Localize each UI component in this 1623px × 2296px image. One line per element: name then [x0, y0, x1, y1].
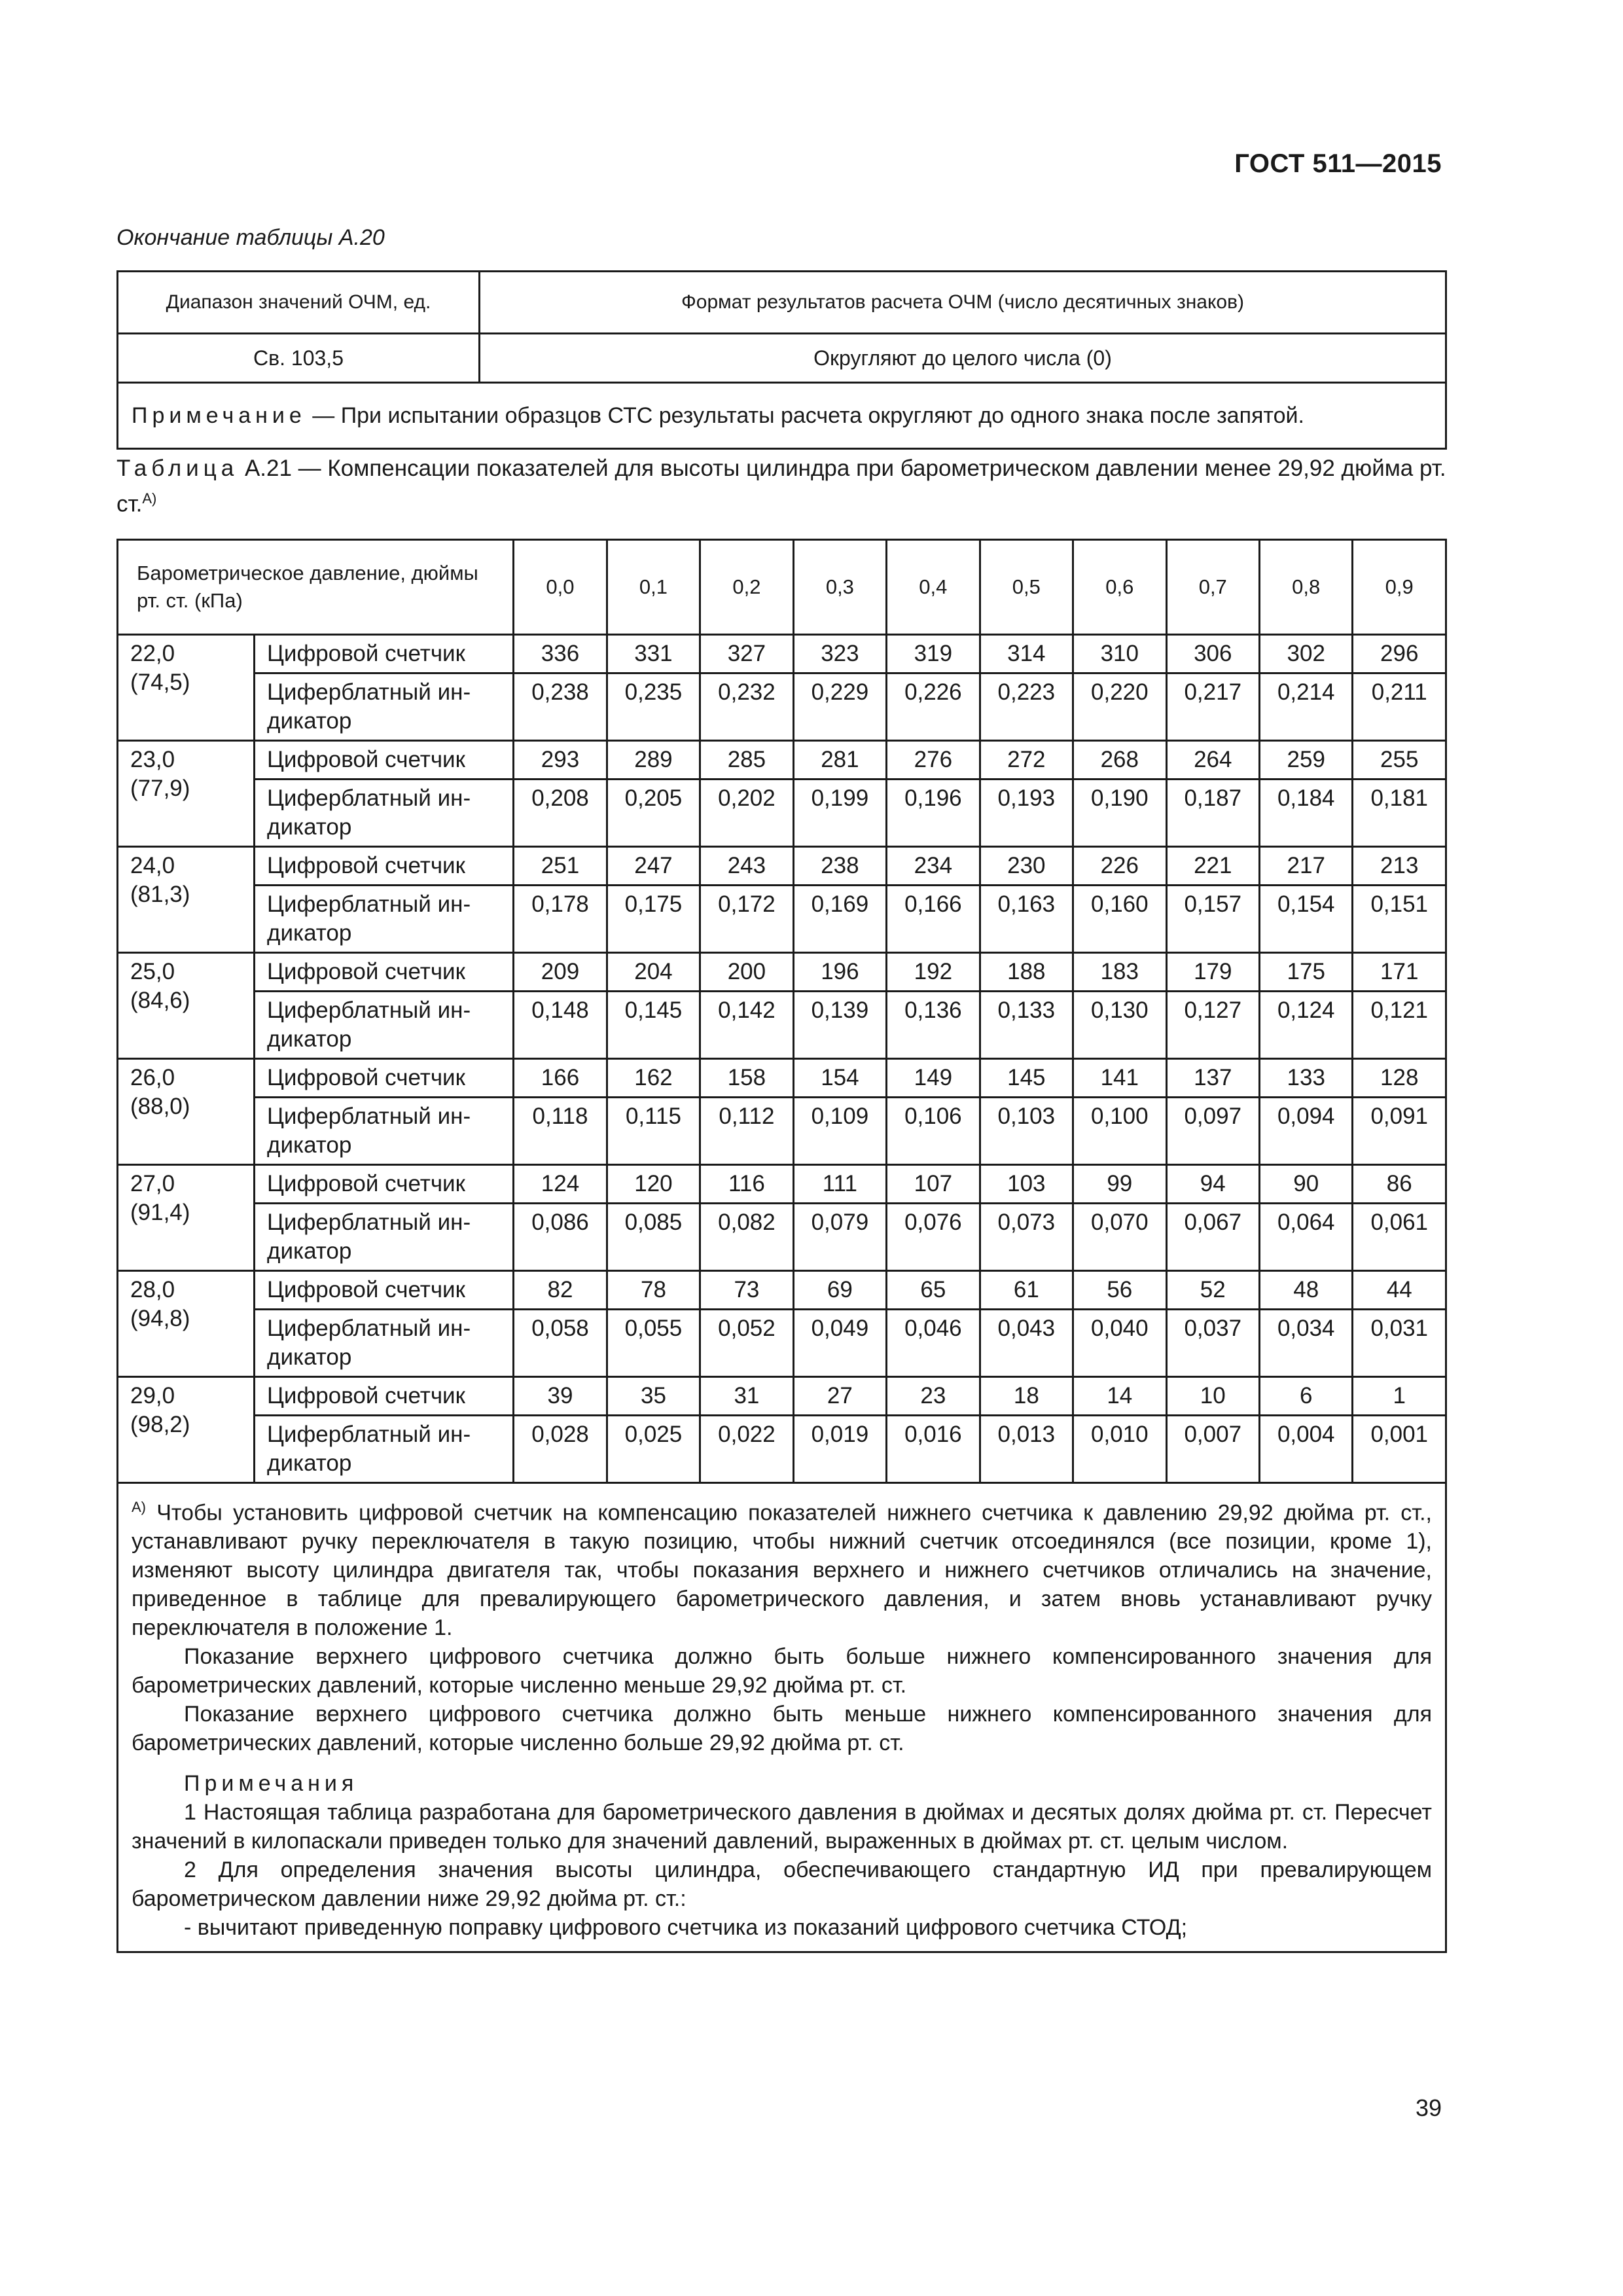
- notes-label: Примечания: [184, 1771, 359, 1797]
- dial-value: 0,049: [793, 1310, 886, 1377]
- digital-value: 31: [700, 1377, 793, 1416]
- digital-value: 23: [887, 1377, 980, 1416]
- digital-value: 120: [607, 1165, 700, 1204]
- dial-value: 0,154: [1260, 886, 1353, 953]
- table-a20-note: [118, 383, 1446, 449]
- dial-value: 0,034: [1260, 1310, 1353, 1377]
- digital-counter-label: Цифровой счетчик: [255, 635, 514, 673]
- digital-value: 179: [1166, 953, 1259, 992]
- dial-value: 0,166: [887, 886, 980, 953]
- dial-indicator-label: Циферблатный ин-дикатор: [255, 1098, 514, 1165]
- table-a21: [116, 539, 1447, 1953]
- dial-value: 0,127: [1166, 992, 1259, 1059]
- pressure-cell: [118, 1165, 255, 1271]
- table-a20: [116, 270, 1447, 450]
- dial-indicator-label: Циферблатный ин-дикатор: [255, 673, 514, 741]
- digital-value: 196: [793, 953, 886, 992]
- table-row: [118, 847, 1446, 886]
- note-item: 2 Для определения значения высоты цилиндра, обеспечивающего стандартную ИД при превалирующем барометрическом давлении ниже 29,92 дюйма рт. ст.:: [132, 1857, 1432, 1912]
- digital-value: 259: [1260, 741, 1353, 780]
- digital-value: 107: [887, 1165, 980, 1204]
- dial-indicator-label: Циферблатный ин-дикатор: [255, 992, 514, 1059]
- digital-value: 336: [514, 635, 607, 673]
- dial-value: 0,187: [1166, 780, 1259, 847]
- digital-value: 289: [607, 741, 700, 780]
- table-a20-note-row: [118, 383, 1446, 449]
- dial-value: 0,235: [607, 673, 700, 741]
- pressure-kpa: (81,3): [130, 882, 190, 907]
- dial-value: 0,181: [1353, 780, 1446, 847]
- digital-value: 243: [700, 847, 793, 886]
- dial-value: 0,157: [1166, 886, 1259, 953]
- dial-value: 0,043: [980, 1310, 1073, 1377]
- dial-value: 0,193: [980, 780, 1073, 847]
- dial-value: 0,211: [1353, 673, 1446, 741]
- digital-value: 99: [1073, 1165, 1166, 1204]
- table-row: [118, 886, 1446, 953]
- dial-value: 0,028: [514, 1416, 607, 1483]
- dial-indicator-label: Циферблатный ин-дикатор: [255, 1416, 514, 1483]
- digital-value: 238: [793, 847, 886, 886]
- table-row: [118, 1377, 1446, 1416]
- dial-value: 0,061: [1353, 1204, 1446, 1271]
- dial-value: 0,232: [700, 673, 793, 741]
- digital-value: 56: [1073, 1271, 1166, 1310]
- dial-value: 0,022: [700, 1416, 793, 1483]
- dial-value: 0,004: [1260, 1416, 1353, 1483]
- dial-value: 0,086: [514, 1204, 607, 1271]
- dial-value: 0,013: [980, 1416, 1073, 1483]
- digital-value: 310: [1073, 635, 1166, 673]
- dial-value: 0,091: [1353, 1098, 1446, 1165]
- note-item: 1 Настоящая таблица разработана для барометрического давления в дюймах и десятых долях дюйма рт. ст. Пересчет значений в килопаскали приведен только для значений давлений, выраженных в дюймах рт. ст. целым числом.: [132, 1800, 1432, 1854]
- digital-value: 183: [1073, 953, 1166, 992]
- column-header: 0,3: [793, 540, 886, 635]
- footnote-text: Чтобы установить цифровой счетчик на компенсацию показателей нижнего счетчика к давлению 29,92 дюйма рт. ст., устанавливают ручку переключателя в такую позицию, чтобы нижний счетчик отсоединялся (все позиции, кроме 1), изменяют высоту цилиндра двигателя так, чтобы показания верхнего и нижнего счетчиков отличались на значение, приведенное в таблице для превалирующего барометрического давления, и затем вновь устанавливают ручку переключателя в положение 1.: [132, 1500, 1432, 1641]
- dial-value: 0,019: [793, 1416, 886, 1483]
- pressure-inches: 25,0: [130, 959, 175, 984]
- dial-value: 0,118: [514, 1098, 607, 1165]
- caption-label: Таблица: [116, 456, 239, 481]
- table-row: [118, 953, 1446, 992]
- digital-value: 35: [607, 1377, 700, 1416]
- dial-value: 0,112: [700, 1098, 793, 1165]
- dial-value: 0,016: [887, 1416, 980, 1483]
- column-header: 0,8: [1260, 540, 1353, 635]
- pressure-cell: [118, 847, 255, 953]
- table-row: [118, 673, 1446, 741]
- digital-value: 78: [607, 1271, 700, 1310]
- digital-value: 272: [980, 741, 1073, 780]
- digital-value: 319: [887, 635, 980, 673]
- table-row: [118, 992, 1446, 1059]
- dial-value: 0,010: [1073, 1416, 1166, 1483]
- table-a20-header-row: [118, 272, 1446, 334]
- table-a20-range-cell: Св. 103,5: [118, 334, 480, 383]
- footnote-marker: А): [132, 1499, 146, 1515]
- digital-value: 247: [607, 847, 700, 886]
- digital-value: 39: [514, 1377, 607, 1416]
- digital-value: 86: [1353, 1165, 1446, 1204]
- digital-value: 18: [980, 1377, 1073, 1416]
- digital-value: 221: [1166, 847, 1259, 886]
- pressure-cell: [118, 635, 255, 741]
- dial-value: 0,151: [1353, 886, 1446, 953]
- digital-value: 188: [980, 953, 1073, 992]
- footnote-paragraph: [132, 1493, 1432, 1642]
- column-header: 0,0: [514, 540, 607, 635]
- column-header: 0,7: [1166, 540, 1259, 635]
- dial-value: 0,196: [887, 780, 980, 847]
- digital-value: 268: [1073, 741, 1166, 780]
- dial-value: 0,082: [700, 1204, 793, 1271]
- digital-value: 314: [980, 635, 1073, 673]
- dial-value: 0,190: [1073, 780, 1166, 847]
- dial-value: 0,139: [793, 992, 886, 1059]
- dial-value: 0,064: [1260, 1204, 1353, 1271]
- dial-value: 0,238: [514, 673, 607, 741]
- column-header: 0,5: [980, 540, 1073, 635]
- dial-value: 0,223: [980, 673, 1073, 741]
- digital-value: 137: [1166, 1059, 1259, 1098]
- dial-value: 0,067: [1166, 1204, 1259, 1271]
- dial-value: 0,094: [1260, 1098, 1353, 1165]
- dial-value: 0,085: [607, 1204, 700, 1271]
- digital-value: 234: [887, 847, 980, 886]
- dial-value: 0,037: [1166, 1310, 1259, 1377]
- table-row: [118, 741, 1446, 780]
- pressure-cell: [118, 741, 255, 847]
- table-a21-body: [118, 540, 1446, 1952]
- digital-value: 103: [980, 1165, 1073, 1204]
- digital-value: 204: [607, 953, 700, 992]
- dial-value: 0,055: [607, 1310, 700, 1377]
- digital-value: 141: [1073, 1059, 1166, 1098]
- dial-value: 0,169: [793, 886, 886, 953]
- pressure-kpa: (84,6): [130, 988, 190, 1013]
- digital-value: 61: [980, 1271, 1073, 1310]
- table-a20-caption: Окончание таблицы А.20: [116, 225, 385, 250]
- digital-value: 145: [980, 1059, 1073, 1098]
- digital-value: 69: [793, 1271, 886, 1310]
- dial-indicator-label: Циферблатный ин-дикатор: [255, 886, 514, 953]
- pressure-kpa: (98,2): [130, 1412, 190, 1437]
- table-a21-footnote: [118, 1483, 1446, 1952]
- dial-value: 0,220: [1073, 673, 1166, 741]
- digital-value: 255: [1353, 741, 1446, 780]
- digital-value: 306: [1166, 635, 1259, 673]
- dial-indicator-label: Циферблатный ин-дикатор: [255, 1310, 514, 1377]
- pressure-kpa: (94,8): [130, 1306, 190, 1331]
- pressure-inches: 28,0: [130, 1277, 175, 1302]
- pressure-inches: 27,0: [130, 1171, 175, 1196]
- digital-value: 44: [1353, 1271, 1446, 1310]
- digital-value: 217: [1260, 847, 1353, 886]
- dial-value: 0,124: [1260, 992, 1353, 1059]
- digital-counter-label: Цифровой счетчик: [255, 953, 514, 992]
- dial-value: 0,226: [887, 673, 980, 741]
- digital-value: 6: [1260, 1377, 1353, 1416]
- digital-value: 251: [514, 847, 607, 886]
- pressure-cell: [118, 1059, 255, 1165]
- dial-value: 0,040: [1073, 1310, 1166, 1377]
- pressure-kpa: (77,9): [130, 776, 190, 801]
- digital-value: 264: [1166, 741, 1259, 780]
- dial-value: 0,058: [514, 1310, 607, 1377]
- digital-value: 166: [514, 1059, 607, 1098]
- pressure-cell: [118, 1271, 255, 1377]
- table-row: [118, 780, 1446, 847]
- digital-value: 331: [607, 635, 700, 673]
- digital-value: 94: [1166, 1165, 1259, 1204]
- dial-value: 0,142: [700, 992, 793, 1059]
- dial-value: 0,076: [887, 1204, 980, 1271]
- digital-value: 293: [514, 741, 607, 780]
- digital-counter-label: Цифровой счетчик: [255, 847, 514, 886]
- dial-value: 0,178: [514, 886, 607, 953]
- pressure-cell: [118, 1377, 255, 1483]
- table-a20-col2-header: Формат результатов расчета ОЧМ (число десятичных знаков): [480, 272, 1446, 334]
- table-row: [118, 1059, 1446, 1098]
- digital-counter-label: Цифровой счетчик: [255, 1377, 514, 1416]
- dial-value: 0,130: [1073, 992, 1166, 1059]
- digital-value: 175: [1260, 953, 1353, 992]
- dial-value: 0,097: [1166, 1098, 1259, 1165]
- digital-value: 52: [1166, 1271, 1259, 1310]
- digital-value: 327: [700, 635, 793, 673]
- digital-value: 230: [980, 847, 1073, 886]
- table-a21-footnote-row: [118, 1483, 1446, 1952]
- page-number: 39: [1415, 2094, 1442, 2121]
- digital-value: 226: [1073, 847, 1166, 886]
- digital-value: 158: [700, 1059, 793, 1098]
- table-a20-format-cell: Округляют до целого числа (0): [480, 334, 1446, 383]
- column-header: 0,2: [700, 540, 793, 635]
- digital-value: 111: [793, 1165, 886, 1204]
- dial-value: 0,199: [793, 780, 886, 847]
- dial-indicator-label: Циферблатный ин-дикатор: [255, 780, 514, 847]
- digital-value: 10: [1166, 1377, 1259, 1416]
- digital-counter-label: Цифровой счетчик: [255, 1059, 514, 1098]
- column-header: 0,4: [887, 540, 980, 635]
- footnote-paragraph: Показание верхнего цифрового счетчика должно быть больше нижнего компенсированного значения для барометрических давлений, которые численно меньше 29,92 дюйма рт. ст.: [132, 1644, 1432, 1698]
- dial-value: 0,031: [1353, 1310, 1446, 1377]
- digital-value: 73: [700, 1271, 793, 1310]
- digital-value: 276: [887, 741, 980, 780]
- dial-indicator-label: Циферблатный ин-дикатор: [255, 1204, 514, 1271]
- dial-value: 0,205: [607, 780, 700, 847]
- digital-value: 209: [514, 953, 607, 992]
- pressure-inches: 23,0: [130, 747, 175, 772]
- caption-footnote-marker: А): [142, 490, 157, 507]
- table-row: [118, 1416, 1446, 1483]
- digital-value: 128: [1353, 1059, 1446, 1098]
- caption-text: А.21 — Компенсации показателей для высоты цилиндра при барометрическом давлении менее 29,92 дюйма рт. ст.: [116, 456, 1446, 517]
- digital-value: 27: [793, 1377, 886, 1416]
- table-row: [118, 635, 1446, 673]
- table-a21-header-row: [118, 540, 1446, 635]
- digital-counter-label: Цифровой счетчик: [255, 1271, 514, 1310]
- dial-value: 0,214: [1260, 673, 1353, 741]
- digital-value: 162: [607, 1059, 700, 1098]
- dial-value: 0,046: [887, 1310, 980, 1377]
- dial-value: 0,145: [607, 992, 700, 1059]
- digital-value: 48: [1260, 1271, 1353, 1310]
- pressure-inches: 26,0: [130, 1065, 175, 1090]
- digital-value: 116: [700, 1165, 793, 1204]
- dial-value: 0,160: [1073, 886, 1166, 953]
- digital-value: 82: [514, 1271, 607, 1310]
- table-row: [118, 1271, 1446, 1310]
- digital-value: 171: [1353, 953, 1446, 992]
- digital-value: 296: [1353, 635, 1446, 673]
- note-text: — При испытании образцов СТС результаты расчета округляют до одного знака после запятой.: [306, 403, 1304, 428]
- dial-value: 0,025: [607, 1416, 700, 1483]
- dial-value: 0,229: [793, 673, 886, 741]
- digital-value: 302: [1260, 635, 1353, 673]
- dial-value: 0,121: [1353, 992, 1446, 1059]
- pressure-kpa: (91,4): [130, 1200, 190, 1225]
- digital-counter-label: Цифровой счетчик: [255, 741, 514, 780]
- dial-value: 0,172: [700, 886, 793, 953]
- standard-designation: ГОСТ 511—2015: [1234, 149, 1442, 178]
- table-row: [118, 1098, 1446, 1165]
- dial-value: 0,202: [700, 780, 793, 847]
- digital-value: 65: [887, 1271, 980, 1310]
- note-label: Примечание: [132, 403, 306, 428]
- pressure-header: Барометрическое давление, дюймы рт. ст. (кПа): [118, 540, 514, 635]
- digital-value: 14: [1073, 1377, 1166, 1416]
- table-row: [118, 1204, 1446, 1271]
- pressure-inches: 29,0: [130, 1383, 175, 1408]
- digital-value: 200: [700, 953, 793, 992]
- dial-value: 0,106: [887, 1098, 980, 1165]
- note-item: - вычитают приведенную поправку цифрового счетчика из показаний цифрового счетчика СТОД;: [184, 1915, 1188, 1941]
- digital-value: 154: [793, 1059, 886, 1098]
- digital-value: 124: [514, 1165, 607, 1204]
- table-a20-col1-header: Диапазон значений ОЧМ, ед.: [118, 272, 480, 334]
- pressure-inches: 22,0: [130, 641, 175, 666]
- dial-value: 0,007: [1166, 1416, 1259, 1483]
- digital-value: 133: [1260, 1059, 1353, 1098]
- dial-value: 0,001: [1353, 1416, 1446, 1483]
- dial-value: 0,052: [700, 1310, 793, 1377]
- table-row: [118, 1310, 1446, 1377]
- footnote-paragraph: Показание верхнего цифрового счетчика должно быть меньше нижнего компенсированного значения для барометрических давлений, которые численно больше 29,92 дюйма рт. ст.: [132, 1702, 1432, 1756]
- dial-value: 0,109: [793, 1098, 886, 1165]
- digital-value: 281: [793, 741, 886, 780]
- table-row: [118, 334, 1446, 383]
- digital-value: 90: [1260, 1165, 1353, 1204]
- dial-value: 0,184: [1260, 780, 1353, 847]
- table-a21-caption: [116, 454, 1447, 520]
- dial-value: 0,100: [1073, 1098, 1166, 1165]
- digital-value: 213: [1353, 847, 1446, 886]
- dial-value: 0,103: [980, 1098, 1073, 1165]
- column-header: 0,1: [607, 540, 700, 635]
- dial-value: 0,073: [980, 1204, 1073, 1271]
- dial-value: 0,133: [980, 992, 1073, 1059]
- dial-value: 0,136: [887, 992, 980, 1059]
- digital-counter-label: Цифровой счетчик: [255, 1165, 514, 1204]
- digital-value: 285: [700, 741, 793, 780]
- digital-value: 192: [887, 953, 980, 992]
- dial-value: 0,217: [1166, 673, 1259, 741]
- table-row: [118, 1165, 1446, 1204]
- pressure-kpa: (88,0): [130, 1094, 190, 1119]
- dial-value: 0,208: [514, 780, 607, 847]
- pressure-inches: 24,0: [130, 853, 175, 878]
- dial-value: 0,148: [514, 992, 607, 1059]
- dial-value: 0,079: [793, 1204, 886, 1271]
- digital-value: 1: [1353, 1377, 1446, 1416]
- dial-value: 0,115: [607, 1098, 700, 1165]
- pressure-kpa: (74,5): [130, 670, 190, 695]
- dial-value: 0,070: [1073, 1204, 1166, 1271]
- pressure-cell: [118, 953, 255, 1059]
- digital-value: 149: [887, 1059, 980, 1098]
- column-header: 0,6: [1073, 540, 1166, 635]
- column-header: 0,9: [1353, 540, 1446, 635]
- digital-value: 323: [793, 635, 886, 673]
- dial-value: 0,163: [980, 886, 1073, 953]
- dial-value: 0,175: [607, 886, 700, 953]
